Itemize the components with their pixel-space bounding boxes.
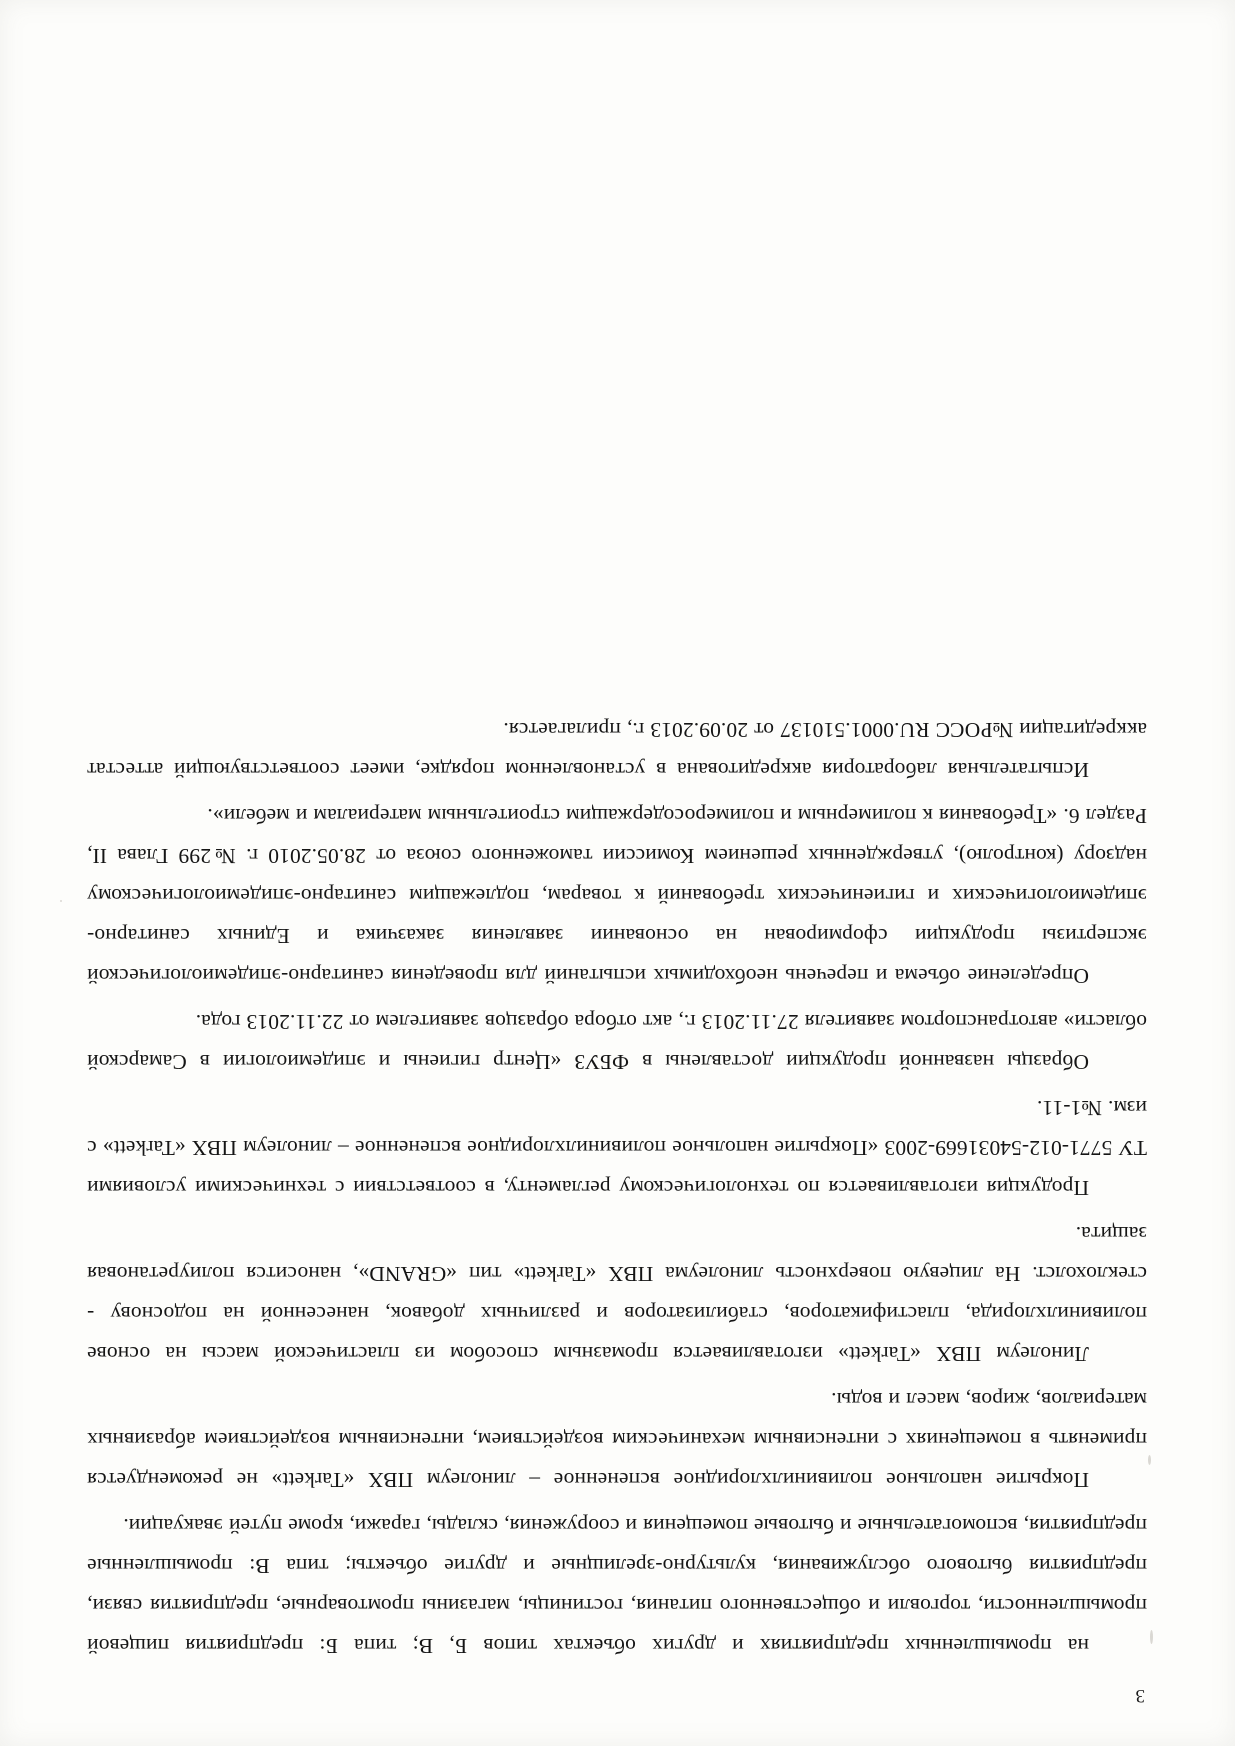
paragraph-6: Определение объема и перечень необходимых испытаний для проведения санитарно-эпидемиологической экспертизы продукции сформирован на основании заявления заказчика и Единых санитарно-эпидемиологических и гигиенических требований к товарам, подлежащим санитарно-эпидемиологическому надзору (контролю), утвержденных решением Комиссии таможенного союза от 28.05.2010 г. №299 Глава II, Раздел 6. «Требования к полимерным и полимеросодержащим строительным материалам и мебели». bbox=[87, 804, 1147, 988]
scan-speck bbox=[1148, 1455, 1151, 1465]
scan-speck bbox=[60, 900, 62, 902]
paragraph-3: Линолеум ПВХ «Tarkett» изготавливается промазным способом из пластической массы на основе поливинилхлорида, пластификаторов, стабилизаторов и различных добавок, нанесенной на подоснову - стеклохолст. На лицевую поверхность линолеума ПВХ «Tarkett» тип «GRAND», наносится полиуретановая защита. bbox=[87, 1222, 1147, 1366]
paragraph-7: Испытательная лаборатория аккредитована в установленном порядке, имеет соответствующий аттестат аккредитации №РОСС RU.0001.510137 от 20.09.2013 г., прилагается. bbox=[87, 718, 1147, 782]
scan-speck bbox=[1150, 1630, 1153, 1644]
paragraph-2: Покрытие напольное поливинилхлоридное вспененное – линолеум ПВХ «Tarkett» не рекомендуется применять в помещениях с интенсивным механическим воздействием, интенсивным воздействием абразивных материалов, жиров, масел и воды. bbox=[87, 1388, 1147, 1492]
paragraph-4: Продукция изготавливается по технологическому регламенту, в соответствии с техническими условиями ТУ 5771-012-54031669-2003 «Покрытие напольное поливинилхлоридное вспененное – линолеум ПВХ «Tarkett» с изм. №1-11. bbox=[87, 1096, 1147, 1200]
page-number: 3 bbox=[1135, 1685, 1145, 1706]
paragraph-1: на промышленных предприятиях и других объектах типов Б, В; типа Б: предприятия пищевой промышленности, торговли и общественного питания, гостиницы, магазины промтоварные, предприятия связи, предприятия бытового обслуживания, культурно-зрелищные и другие объекты; типа В: промышленные предприятия, вспомогательные и бытовые помещения и сооружения, склады, гаражи, кроме путей эвакуации. bbox=[87, 1514, 1147, 1658]
paragraph-5: Образцы названной продукции доставлены в ФБУЗ «Центр гигиены и эпидемиологии в Самарской области» автотранспортом заявителя 27.11.2013 г., акт отбора образцов заявителем от 22.11.2013 года. bbox=[87, 1010, 1147, 1074]
page-text-block bbox=[87, 710, 1147, 1706]
